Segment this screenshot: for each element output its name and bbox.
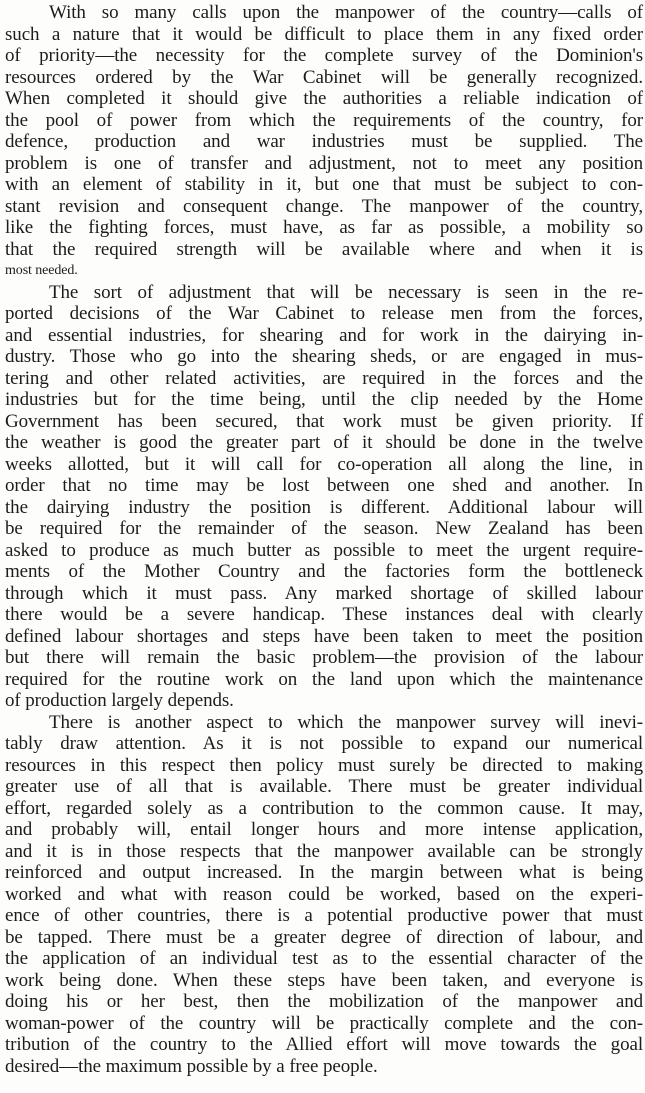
text-line: resources in this respect then policy must surely be directed to making — [5, 754, 643, 776]
text-line: and probably will, entail longer hours and more intense application, — [5, 819, 643, 840]
text-line: effort, regarded solely as a contribution to the common cause. It may, — [5, 797, 643, 819]
text-line: industries but for the time being, until the clip needed by the Home — [5, 389, 643, 410]
text-line: that the required strength will be available where and when it is — [5, 238, 643, 260]
text-line: of production largely depends. — [5, 690, 234, 711]
text-line: When completed it should give the authorities a reliable indication of — [5, 88, 643, 109]
text-line: weeks allotted, but it will call for co-operation all along the line, in — [5, 453, 643, 475]
text-line: most needed. — [5, 263, 78, 278]
text-line: but there will remain the basic problem—the provision of the labour — [5, 647, 643, 668]
text-line: like the fighting forces, must have, as far as possible, a mobility so — [5, 217, 643, 238]
text-line: work being done. When these steps have been taken, and everyone is — [5, 969, 643, 991]
text-line: and essential industries, for shearing and for work in the dairying in- — [5, 324, 643, 346]
text-line: doing his or her best, then the mobilization of the manpower and — [5, 991, 643, 1012]
text-line: stant revision and consequent change. The manpower of the country, — [5, 195, 643, 217]
text-line: the application of an individual test as to the essential character of the — [5, 948, 643, 969]
text-line: of priority—the necessity for the complete survey of the Dominion's — [5, 45, 643, 66]
paragraph-3 — [5, 712, 643, 1078]
text-line: greater use of all that is available. There must be greater individual — [5, 776, 643, 797]
text-line: reinforced and output increased. In the margin between what is being — [5, 862, 643, 883]
text-line: Government has been secured, that work must be given priority. If — [5, 410, 643, 432]
text-line: worked and what with reason could be worked, based on the experi- — [5, 883, 643, 905]
text-line: there would be a severe handicap. These instances deal with clearly — [5, 604, 643, 625]
text-line: resources ordered by the War Cabinet will be generally recognized. — [5, 66, 643, 88]
text-line: woman-power of the country will be practically complete and the con- — [5, 1012, 643, 1034]
text-line: ence of other countries, there is a potential productive power that must — [5, 905, 643, 926]
text-line: The sort of adjustment that will be necessary is seen in the re- — [49, 281, 643, 303]
text-line: desired—the maximum possible by a free people. — [5, 1055, 378, 1077]
text-line: problem is one of transfer and adjustment, not to meet any position — [5, 152, 643, 174]
paragraph-1 — [5, 2, 643, 282]
text-line: defined labour shortages and steps have been taken to meet the position — [5, 625, 643, 647]
text-line: through which it must pass. Any marked shortage of skilled labour — [5, 582, 643, 604]
text-line: dustry. Those who go into the shearing sheds, or are engaged in mus- — [5, 346, 643, 367]
text-line: the weather is good the greater part of it should be done in the twelve — [5, 432, 643, 453]
text-line: the pool of power from which the requirements of the country, for — [5, 109, 643, 131]
text-line: be tapped. There must be a greater degree of direction of labour, and — [5, 926, 643, 948]
text-line: ments of the Mother Country and the factories form the bottleneck — [5, 561, 643, 582]
text-line: There is another aspect to which the manpower survey will inevi- — [49, 711, 643, 733]
text-line: with an element of stability in it, but one that must be subject to con- — [5, 174, 643, 195]
text-line: With so many calls upon the manpower of the country—calls of — [49, 2, 643, 23]
text-line: defence, production and war industries must be supplied. The — [5, 131, 643, 152]
text-line: be required for the remainder of the season. New Zealand has been — [5, 518, 643, 539]
paragraph-2 — [5, 282, 643, 712]
text-line: the dairying industry the position is different. Additional labour will — [5, 496, 643, 518]
text-line: required for the routine work on the land upon which the maintenance — [5, 668, 643, 690]
text-line: tably draw attention. As it is not possible to expand our numerical — [5, 733, 643, 754]
text-line: tering and other related activities, are required in the forces and the — [5, 367, 643, 389]
text-line: tribution of the country to the Allied effort will move towards the goal — [5, 1034, 643, 1055]
text-line: asked to produce as much butter as possible to meet the urgent require- — [5, 539, 643, 561]
text-line: and it is in those respects that the manpower available can be strongly — [5, 840, 643, 862]
editorial-article — [5, 2, 643, 1077]
text-line: order that no time may be lost between one shed and another. In — [5, 475, 643, 496]
text-line: ported decisions of the War Cabinet to release men from the forces, — [5, 303, 643, 324]
text-line: such a nature that it would be difficult to place them in any fixed order — [5, 23, 643, 45]
